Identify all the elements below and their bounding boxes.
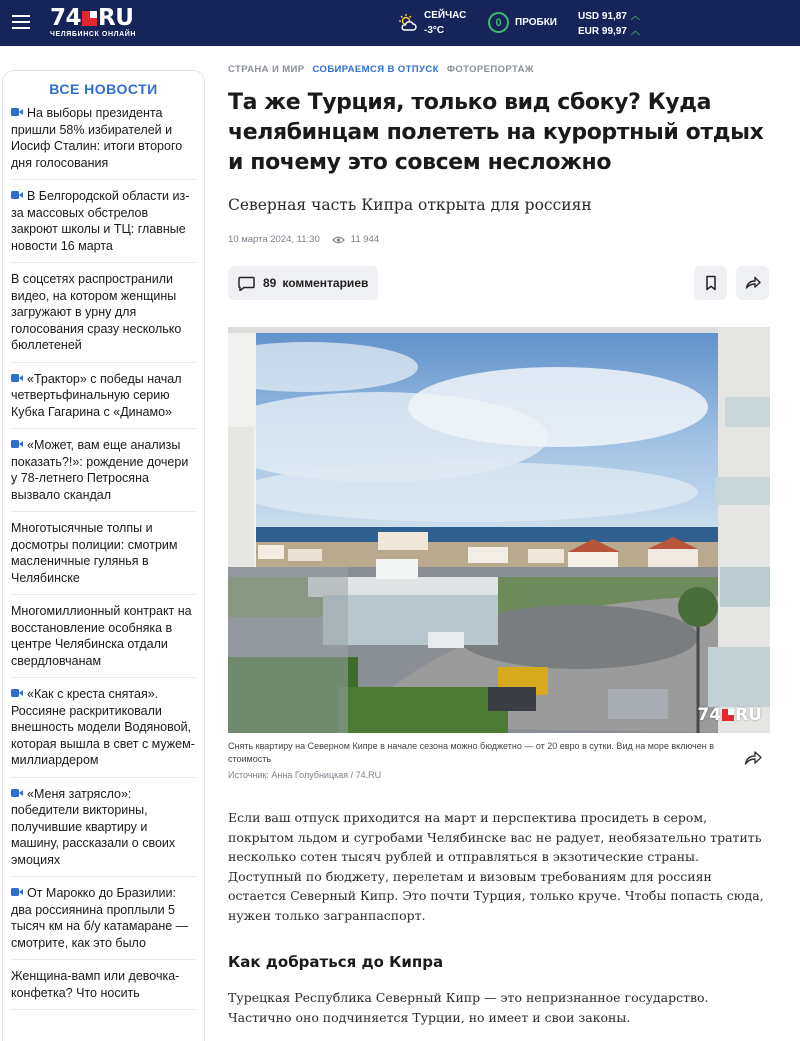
- weather-temp: -3°С: [424, 25, 445, 36]
- rubric-link[interactable]: СТРАНА И МИР: [228, 64, 305, 75]
- video-camera-icon: [11, 789, 23, 797]
- news-item-title: На выборы президента пришли 58% избирателей и Иосиф Сталин: итоги второго дня голосования: [11, 106, 183, 170]
- usd-rate: USD 91,87: [578, 11, 627, 22]
- news-item-title: «Может, вам еще анализы показать?!»: рождение дочери у 78-летнего Петросяна вызвало скандал: [11, 438, 189, 502]
- share-icon[interactable]: [743, 748, 763, 768]
- news-item[interactable]: [11, 180, 196, 263]
- traffic-widget[interactable]: [488, 12, 557, 33]
- views-count: 11 944: [350, 234, 380, 245]
- sidebar-title[interactable]: ВСЕ НОВОСТИ: [49, 81, 158, 97]
- bookmark-button[interactable]: [694, 266, 727, 300]
- video-camera-icon: [11, 888, 23, 896]
- article-paragraph: Турецкая Республика Северный Кипр — это непризнанное государство. Частично оно подчиняется Турции, но имеет и свои законы.: [228, 990, 709, 1025]
- video-camera-icon: [11, 374, 23, 382]
- video-camera-icon: [11, 689, 23, 697]
- weather-label: СЕЙЧАС: [424, 10, 467, 21]
- traffic-score: 0: [488, 12, 509, 33]
- watermark-domain: RU: [735, 705, 762, 725]
- video-camera-icon: [11, 191, 23, 199]
- rubric-link[interactable]: СОБИРАЕМСЯ В ОТПУСК: [312, 64, 439, 75]
- news-feed-sidebar: [2, 70, 205, 1041]
- news-item[interactable]: [11, 263, 196, 363]
- news-item-title: Женщина-вамп или девочка-конфетка? Что носить: [11, 969, 180, 1000]
- news-item-title: «Как с креста снятая». Россияне раскритиковали внешность модели Водяновой, которая вышла в свет с мужем-миллиардером: [11, 687, 195, 767]
- sea-view-photo: [228, 327, 770, 733]
- news-item[interactable]: [11, 960, 196, 1010]
- logo-subtitle: ЧЕЛЯБИНСК ОНЛАЙН: [50, 31, 137, 38]
- news-item[interactable]: [11, 363, 196, 430]
- logo-domain: RU: [98, 5, 134, 31]
- article-meta: [228, 234, 773, 245]
- article-lead: Северная часть Кипра открыта для россиян: [228, 196, 592, 214]
- news-item[interactable]: [11, 429, 196, 512]
- video-camera-icon: [11, 440, 23, 448]
- news-item[interactable]: [11, 778, 196, 878]
- news-item[interactable]: [11, 105, 196, 180]
- article-photo[interactable]: [228, 327, 770, 733]
- traffic-label: ПРОБКИ: [515, 17, 557, 28]
- comments-label: комментариев: [282, 276, 369, 290]
- rubric-link[interactable]: ФОТОРЕПОРТАЖ: [446, 64, 534, 75]
- news-item-title: «Меня затрясло»: победители викторины, получившие квартиру и машину, рассказали о своих эмоциях: [11, 786, 176, 867]
- news-item[interactable]: [11, 877, 196, 960]
- site-logo[interactable]: [50, 6, 136, 40]
- comments-count: 89: [263, 276, 277, 290]
- eye-icon: [332, 235, 345, 245]
- site-header: [0, 0, 800, 46]
- comments-button[interactable]: [228, 266, 378, 300]
- photo-source: Источник: Анна Голубницкая / 74.RU: [228, 770, 382, 780]
- comment-icon: [238, 276, 255, 291]
- weather-widget[interactable]: [398, 8, 466, 38]
- publish-date: 10 марта 2024, 11:30: [228, 234, 320, 245]
- photo-watermark: [697, 705, 762, 725]
- logo-square-icon: [722, 709, 734, 721]
- eur-rate: EUR 99,97: [578, 26, 627, 37]
- news-item-title: «Трактор» с победы начал четвертьфинальную серию Кубка Гагарина с «Динамо»: [11, 371, 182, 419]
- news-item-title: Многомиллионный контракт на восстановление особняка в центре Челябинска отдали свердловчанам: [11, 604, 192, 668]
- news-item[interactable]: [11, 678, 196, 778]
- article-headline: Та же Турция, только вид сбоку? Куда челябинцам полететь на курортный отдых и почему это совсем несложно: [228, 90, 764, 175]
- logo-square-icon: [82, 11, 97, 26]
- views: [332, 234, 379, 245]
- news-item[interactable]: [11, 595, 196, 678]
- bookmark-icon: [703, 275, 719, 291]
- video-camera-icon: [11, 108, 23, 116]
- rubrics: [228, 64, 773, 78]
- share-button[interactable]: [736, 266, 769, 300]
- article-subheading: Как добраться до Кипра: [228, 953, 444, 971]
- article-actions: [228, 266, 773, 300]
- news-item-title: В соцсетях распространили видео, на котором женщины загружают в урну для голосования сразу несколько бюллетеней: [11, 272, 182, 352]
- share-icon: [745, 275, 761, 291]
- watermark-number: 74: [697, 705, 722, 725]
- arrow-up-icon: ︿: [630, 26, 640, 36]
- news-item[interactable]: [11, 512, 196, 595]
- currency-widget[interactable]: [578, 9, 640, 39]
- news-list: [11, 105, 196, 1010]
- news-item-title: В Белгородской области из-за массовых обстрелов закроют школы и ТЦ: главные новости 16 марта: [11, 189, 190, 253]
- news-item-title: Многотысячные толпы и досмотры полиции: смотрим масленичные гулянья в Челябинске: [11, 521, 178, 585]
- article: [228, 64, 773, 1025]
- arrow-up-icon: ︿: [630, 11, 640, 21]
- logo-number: 74: [50, 5, 82, 31]
- partly-cloudy-icon: [398, 13, 418, 33]
- news-item-title: От Марокко до Бразилии: два россиянина проплыли 5 тысяч км на б/у катамаране — смотрите, как это было: [11, 886, 189, 950]
- menu-icon[interactable]: [12, 15, 30, 29]
- photo-caption: Снять квартиру на Северном Кипре в начале сезона можно бюджетно — от 20 евро в сутки. Вид на море включен в стоимость: [228, 741, 714, 764]
- article-paragraph: Если ваш отпуск приходится на март и перспектива просидеть в сером, покрытом льдом и сугробами Челябинске вас не радует, необязательно тратить несколько сотен тысяч рублей и отправляться в экзотические страны. Доступный по бюджету, перелетам и визовым требованиям для россиян остается Северный Кипр. Это почти Турция, только круче. Чтобы попасть сюда, нужен только загранпаспорт.: [228, 810, 764, 923]
